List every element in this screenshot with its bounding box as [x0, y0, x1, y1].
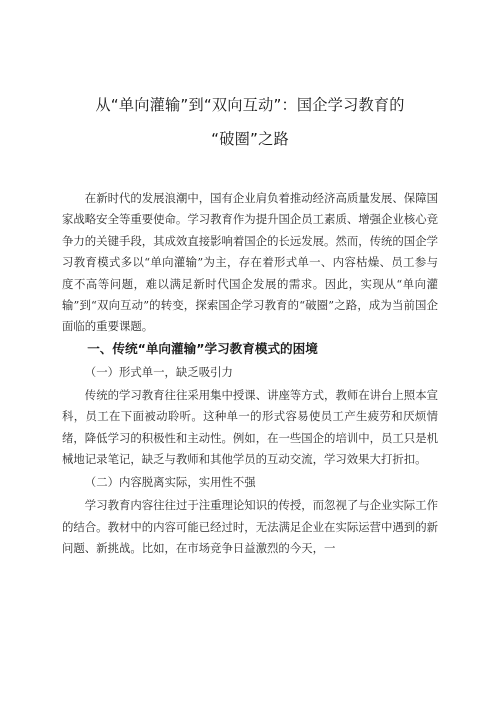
document-title	[62, 88, 438, 156]
title-line-1: 从“单向灌输”到“双向互动”：国企学习教育的	[95, 96, 405, 114]
section-heading-1: 一、传统“单向灌输”学习教育模式的困境	[87, 340, 318, 356]
document-body	[62, 188, 438, 560]
subsection-1-paragraph: 传统的学习教育往往采用集中授课、讲座等方式，教师在讲台上照本宣科，员工在下面被动聆听。这种单一的形式容易使员工产生疲劳和厌烦情绪，降低学习的积极性和主动性。例如，在一些国企的培训中，员工只是机械地记录笔记，缺乏与教师和其他学员的互动交流，学习效果大打折扣。	[62, 387, 438, 467]
subsection-2-paragraph: 学习教育内容往往过于注重理论知识的传授，而忽视了与企业实际工作的结合。教材中的内容可能已经过时，无法满足企业在实际运营中遇到的新问题、新挑战。比如，在市场竞争日益激烈的今天，一	[62, 498, 438, 556]
subsection-heading-2: （二）内容脱离实际，实用性不强	[84, 475, 256, 490]
intro-paragraph: 在新时代的发展浪潮中，国有企业肩负着推动经济高质量发展、保障国家战略安全等重要使命。学习教育作为提升国企员工素质、增强企业核心竞争力的关键手段，其成效直接影响着国企的长远发展。然而，传统的国企学习教育模式多以“单向灌输”为主，存在着形式单一、内容枯燥、员工参与度不高等问题，难以满足新时代国企发展的需求。因此，实现从“单向灌输”到“双向互动”的转变，探索国企学习教育的“破圈”之路，成为当前国企面临的重要课题。	[62, 191, 438, 334]
subsection-heading-1: （一）形式单一，缺乏吸引力	[84, 364, 233, 379]
title-line-2: “破圈”之路	[211, 130, 289, 148]
